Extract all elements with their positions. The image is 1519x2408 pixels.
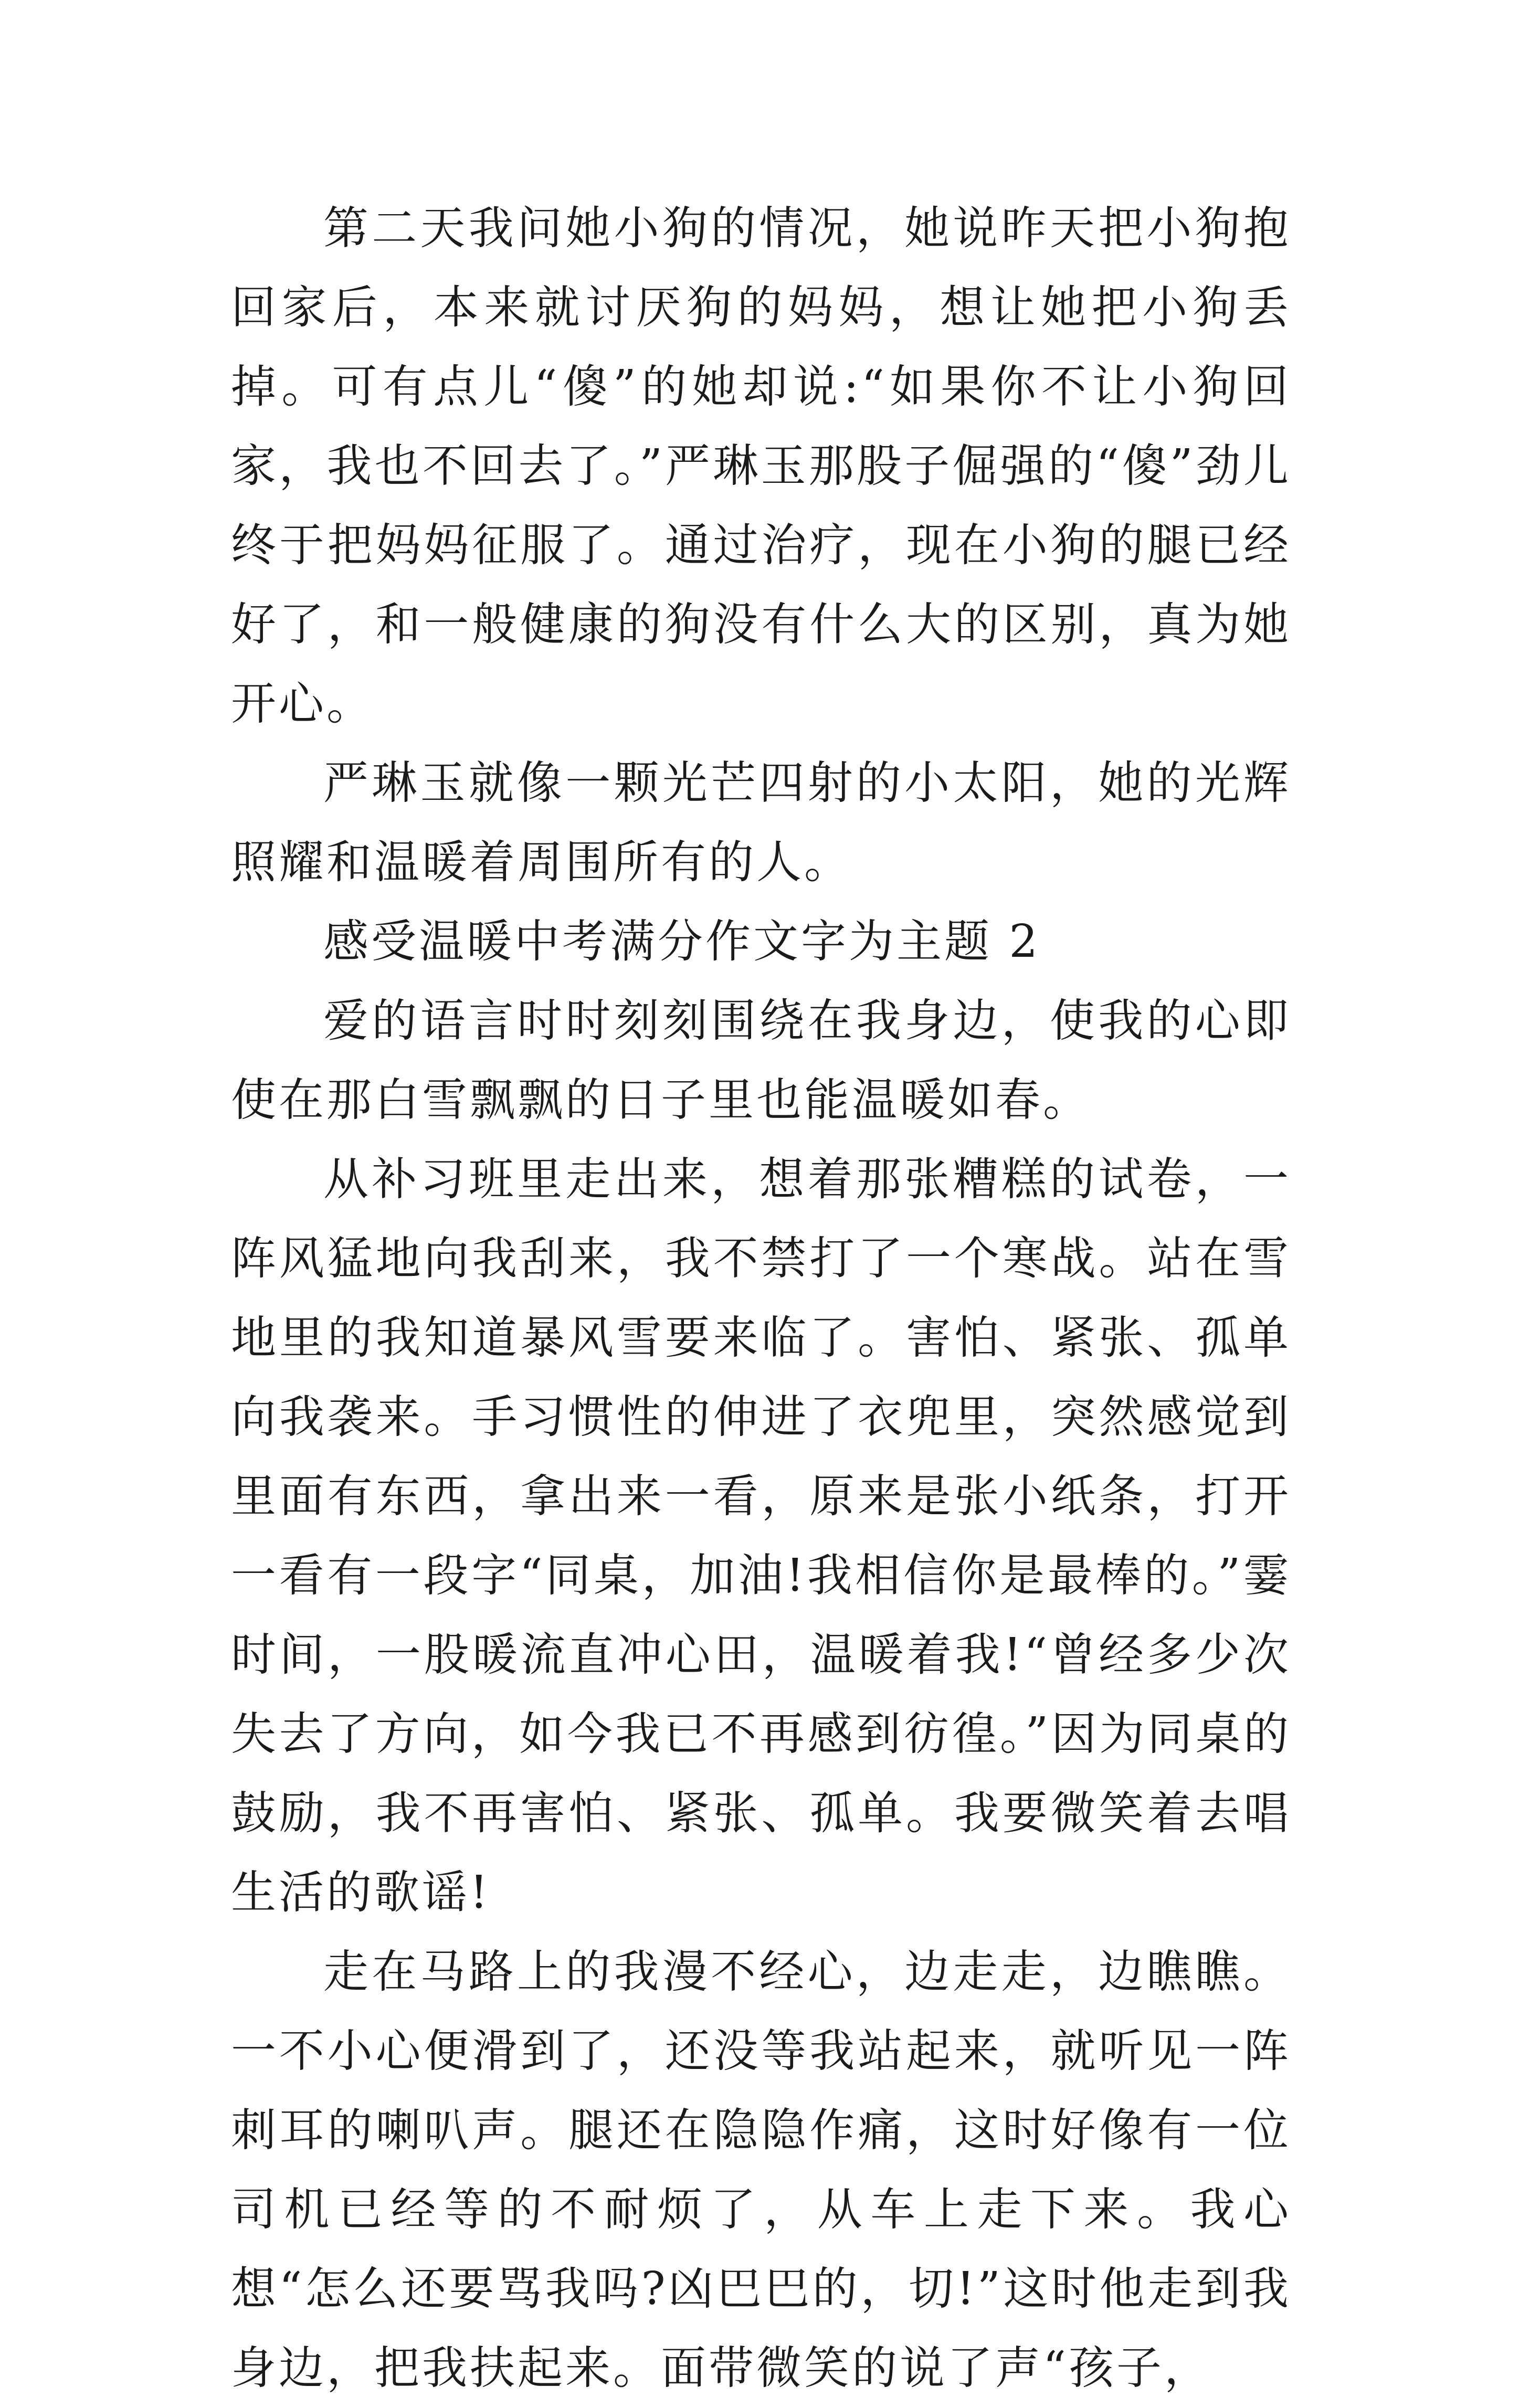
- document-body: [231, 189, 1291, 2408]
- section-title: 感受温暖中考满分作文字为主题 2: [323, 915, 1041, 968]
- paragraph-4: 从补习班里走出来，想着那张糟糕的试卷，一阵风猛地向我刮来，我不禁打了一个寒战。站在雪地里的我知道暴风雪要来临了。害怕、紧张、孤单向我袭来。手习惯性的伸进了衣兜里，突然感觉到里面有东西，拿出来一看，原来是张小纸条，打开一看有一段字“同桌，加油!我相信你是最棒的。”霎时间，一股暖流直冲心田，温暖着我!“曾经多少次失去了方向，如今我已不再感到彷徨。”因为同桌的鼓励，我不再害怕、紧张、孤单。我要微笑着去唱生活的歌谣!: [231, 1153, 1291, 1919]
- paragraph-1: 第二天我问她小狗的情况，她说昨天把小狗抱回家后，本来就讨厌狗的妈妈，想让她把小狗丢掉。可有点儿“傻”的她却说:“如果你不让小狗回家，我也不回去了。”严琳玉那股子倔强的“傻”劲儿终于把妈妈征服了。通过治疗，现在小狗的腿已经好了，和一般健康的狗没有什么大的区别，真为她开心。: [231, 202, 1291, 730]
- paragraph-3: 爱的语言时时刻刻围绕在我身边，使我的心即使在那白雪飘飘的日子里也能温暖如春。: [231, 995, 1291, 1126]
- paragraph-5: 走在马路上的我漫不经心，边走走，边瞧瞧。一不小心便滑到了，还没等我站起来，就听见一阵刺耳的喇叭声。腿还在隐隐作痛，这时好像有一位司机已经等的不耐烦了，从车上走下来。我心想“怎么还要骂我吗?凶巴巴的，切!”这时他走到我身边，把我扶起来。面带微笑的说了声“孩子，: [231, 1946, 1291, 2394]
- paragraph-2: 严琳玉就像一颗光芒四射的小太阳，她的光辉照耀和温暖着周围所有的人。: [231, 757, 1291, 889]
